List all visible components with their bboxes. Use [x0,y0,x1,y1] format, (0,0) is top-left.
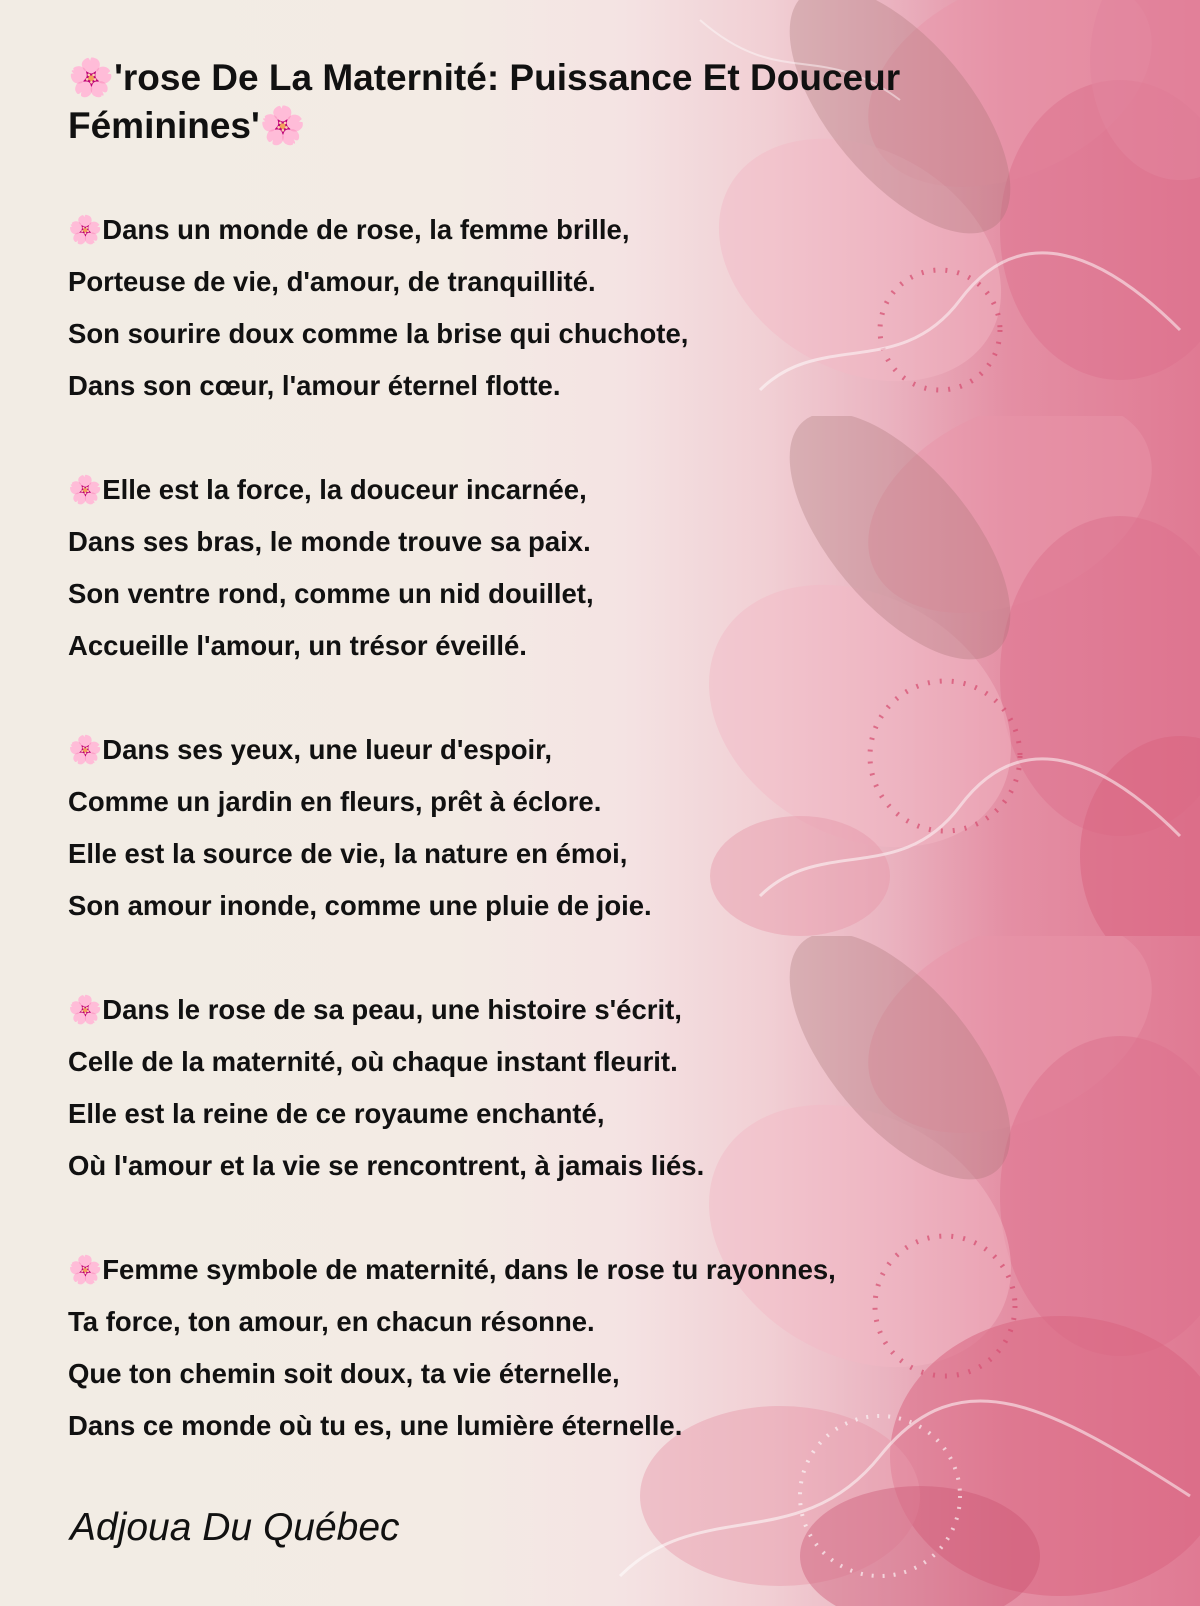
poem-line: Que ton chemin soit doux, ta vie éternelle, [68,1358,620,1389]
poem-line: 🌸Dans le rose de sa peau, une histoire s'écrit, [68,994,682,1025]
stanza [68,464,1128,672]
poem-line: 🌸Elle est la force, la douceur incarnée, [68,474,587,505]
poem-author: Adjoua Du Québec [70,1506,400,1549]
poem-line: Accueille l'amour, un trésor éveillé. [68,630,527,661]
stanza [68,204,1128,412]
poem-line: Porteuse de vie, d'amour, de tranquillité. [68,266,596,297]
poem-line: Dans ce monde où tu es, une lumière éternelle. [68,1410,683,1441]
poem-line: 🌸Femme symbole de maternité, dans le rose tu rayonnes, [68,1254,836,1285]
poem-content [68,54,1128,1504]
stanza [68,984,1128,1192]
poem-line: Son sourire doux comme la brise qui chuchote, [68,318,689,349]
poem-line: Ta force, ton amour, en chacun résonne. [68,1306,595,1337]
poem-line: Celle de la maternité, où chaque instant fleurit. [68,1046,678,1077]
poem-line: Comme un jardin en fleurs, prêt à éclore. [68,786,602,817]
poem-title: 🌸'rose De La Maternité: Puissance Et Douceur Féminines'🌸 [68,57,901,146]
poem-line: Dans son cœur, l'amour éternel flotte. [68,370,561,401]
poem-line: Dans ses bras, le monde trouve sa paix. [68,526,591,557]
poem-line: Elle est la source de vie, la nature en émoi, [68,838,628,869]
poem-line: 🌸Dans ses yeux, une lueur d'espoir, [68,734,553,765]
poem-line: Son amour inonde, comme une pluie de joie. [68,890,652,921]
stanza [68,724,1128,932]
poem-stanzas [68,204,1128,1452]
poem-line: Où l'amour et la vie se rencontrent, à jamais liés. [68,1150,705,1181]
poem-line: Elle est la reine de ce royaume enchanté, [68,1098,605,1129]
poem-line: Son ventre rond, comme un nid douillet, [68,578,594,609]
stanza [68,1244,1128,1452]
poem-line: 🌸Dans un monde de rose, la femme brille, [68,214,630,245]
